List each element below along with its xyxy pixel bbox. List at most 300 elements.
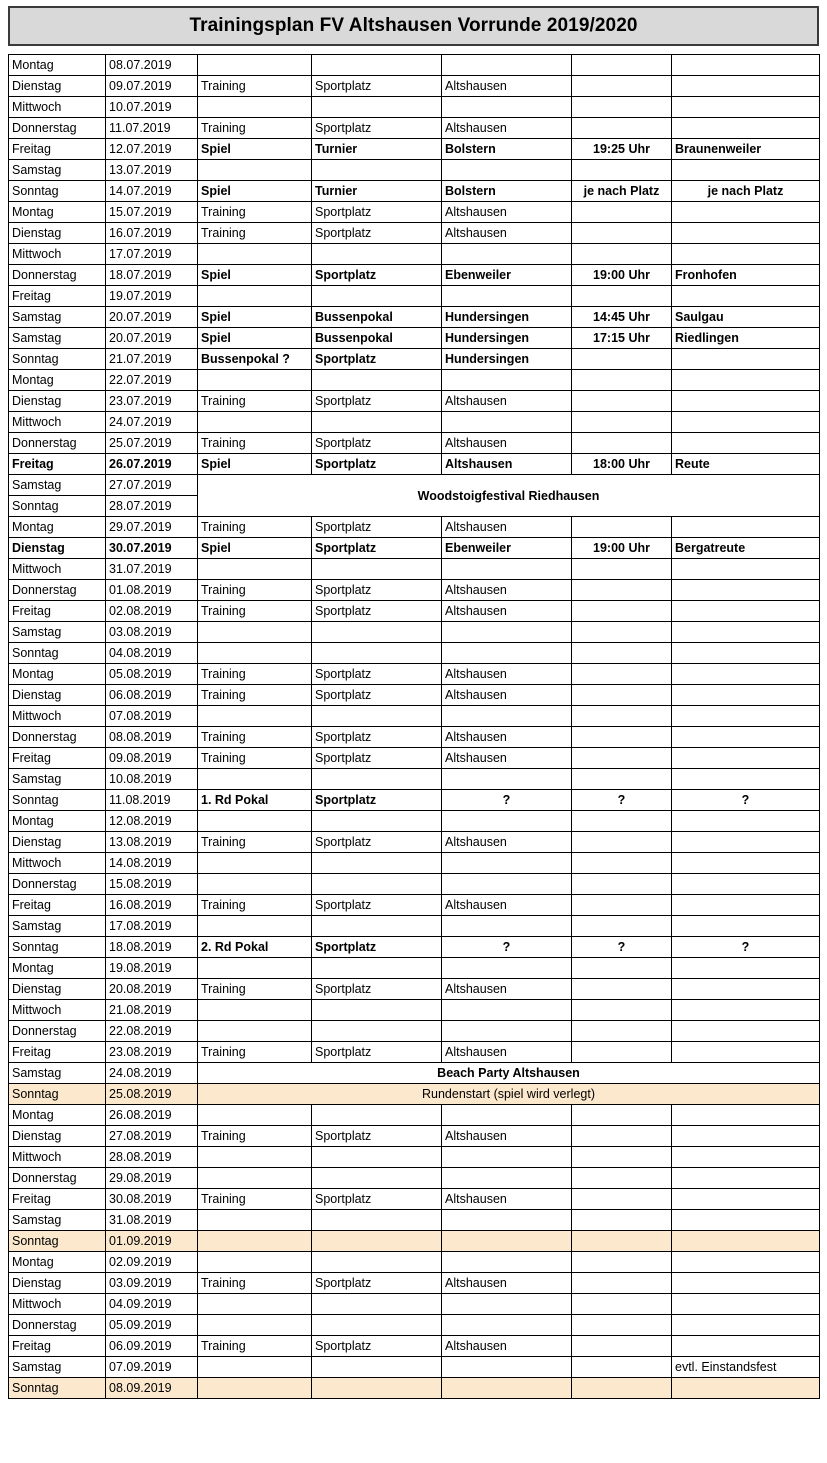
cell-date: 09.08.2019	[106, 748, 198, 769]
cell-location	[442, 1210, 572, 1231]
cell-location: Altshausen	[442, 433, 572, 454]
cell-location	[442, 1000, 572, 1021]
cell-time	[572, 580, 672, 601]
cell-place: Sportplatz	[312, 1336, 442, 1357]
cell-date: 31.07.2019	[106, 559, 198, 580]
cell-weekday: Freitag	[9, 1189, 106, 1210]
cell-location	[442, 1378, 572, 1399]
cell-weekday: Freitag	[9, 601, 106, 622]
cell-place	[312, 1231, 442, 1252]
cell-time	[572, 1147, 672, 1168]
cell-opponent	[672, 286, 820, 307]
table-row	[9, 790, 820, 811]
cell-type	[198, 622, 312, 643]
cell-date: 06.09.2019	[106, 1336, 198, 1357]
cell-type: Training	[198, 517, 312, 538]
cell-place	[312, 1105, 442, 1126]
table-row	[9, 580, 820, 601]
cell-place: Sportplatz	[312, 685, 442, 706]
cell-location	[442, 1021, 572, 1042]
table-row	[9, 1126, 820, 1147]
cell-opponent: Bergatreute	[672, 538, 820, 559]
cell-date: 03.08.2019	[106, 622, 198, 643]
cell-weekday: Sonntag	[9, 349, 106, 370]
cell-opponent	[672, 1378, 820, 1399]
cell-type: Training	[198, 979, 312, 1000]
table-row	[9, 76, 820, 97]
cell-weekday: Montag	[9, 370, 106, 391]
cell-opponent	[672, 1168, 820, 1189]
cell-time	[572, 160, 672, 181]
table-row	[9, 307, 820, 328]
cell-time	[572, 1189, 672, 1210]
cell-location	[442, 811, 572, 832]
cell-type: 2. Rd Pokal	[198, 937, 312, 958]
cell-date: 04.08.2019	[106, 643, 198, 664]
cell-time	[572, 916, 672, 937]
cell-date: 20.08.2019	[106, 979, 198, 1000]
cell-opponent	[672, 832, 820, 853]
cell-opponent	[672, 1042, 820, 1063]
cell-weekday: Dienstag	[9, 979, 106, 1000]
cell-weekday: Samstag	[9, 307, 106, 328]
cell-place	[312, 706, 442, 727]
cell-place	[312, 244, 442, 265]
cell-weekday: Donnerstag	[9, 265, 106, 286]
cell-weekday: Montag	[9, 811, 106, 832]
table-row	[9, 139, 820, 160]
cell-time: 19:00 Uhr	[572, 538, 672, 559]
table-row	[9, 916, 820, 937]
table-row	[9, 664, 820, 685]
cell-type: Training	[198, 391, 312, 412]
cell-time: ?	[572, 790, 672, 811]
cell-opponent	[672, 1126, 820, 1147]
cell-time	[572, 664, 672, 685]
cell-weekday: Freitag	[9, 1336, 106, 1357]
cell-weekday: Freitag	[9, 895, 106, 916]
cell-time	[572, 748, 672, 769]
cell-location	[442, 1315, 572, 1336]
cell-weekday: Sonntag	[9, 790, 106, 811]
cell-date: 28.07.2019	[106, 496, 198, 517]
cell-opponent	[672, 706, 820, 727]
table-row	[9, 1105, 820, 1126]
cell-merged-event: Beach Party Altshausen	[198, 1063, 820, 1084]
cell-place: Sportplatz	[312, 433, 442, 454]
cell-opponent	[672, 391, 820, 412]
cell-time	[572, 559, 672, 580]
table-row	[9, 391, 820, 412]
cell-location: Altshausen	[442, 391, 572, 412]
cell-opponent	[672, 916, 820, 937]
cell-weekday: Samstag	[9, 916, 106, 937]
cell-location: Altshausen	[442, 979, 572, 1000]
cell-location: Altshausen	[442, 685, 572, 706]
cell-type	[198, 1000, 312, 1021]
cell-weekday: Donnerstag	[9, 433, 106, 454]
cell-date: 05.08.2019	[106, 664, 198, 685]
table-row	[9, 1084, 820, 1105]
cell-place: Sportplatz	[312, 895, 442, 916]
cell-location: Altshausen	[442, 1189, 572, 1210]
schedule-page	[0, 6, 827, 1463]
cell-type: Training	[198, 748, 312, 769]
table-row	[9, 181, 820, 202]
cell-date: 31.08.2019	[106, 1210, 198, 1231]
cell-location	[442, 1147, 572, 1168]
cell-location: Altshausen	[442, 202, 572, 223]
cell-type	[198, 769, 312, 790]
cell-weekday: Sonntag	[9, 1084, 106, 1105]
cell-opponent	[672, 643, 820, 664]
cell-type	[198, 706, 312, 727]
table-row	[9, 202, 820, 223]
cell-opponent	[672, 1231, 820, 1252]
table-row	[9, 1252, 820, 1273]
cell-location	[442, 916, 572, 937]
table-row	[9, 1000, 820, 1021]
cell-type: Training	[198, 1189, 312, 1210]
cell-weekday: Dienstag	[9, 1273, 106, 1294]
cell-type: Spiel	[198, 454, 312, 475]
cell-weekday: Mittwoch	[9, 853, 106, 874]
cell-place: Sportplatz	[312, 538, 442, 559]
cell-location	[442, 1231, 572, 1252]
cell-opponent	[672, 202, 820, 223]
cell-time	[572, 706, 672, 727]
cell-type: Training	[198, 1336, 312, 1357]
cell-location: Altshausen	[442, 601, 572, 622]
table-row	[9, 160, 820, 181]
cell-time	[572, 643, 672, 664]
cell-opponent	[672, 97, 820, 118]
cell-type: 1. Rd Pokal	[198, 790, 312, 811]
cell-type	[198, 916, 312, 937]
cell-time	[572, 1231, 672, 1252]
cell-time	[572, 1336, 672, 1357]
cell-weekday: Donnerstag	[9, 1315, 106, 1336]
cell-place	[312, 412, 442, 433]
table-row	[9, 853, 820, 874]
cell-weekday: Freitag	[9, 748, 106, 769]
cell-time	[572, 286, 672, 307]
table-row	[9, 1378, 820, 1399]
cell-date: 09.07.2019	[106, 76, 198, 97]
cell-weekday: Donnerstag	[9, 580, 106, 601]
cell-type	[198, 1252, 312, 1273]
cell-weekday: Dienstag	[9, 76, 106, 97]
cell-opponent	[672, 433, 820, 454]
cell-place: Sportplatz	[312, 664, 442, 685]
cell-location	[442, 622, 572, 643]
cell-date: 11.08.2019	[106, 790, 198, 811]
cell-location	[442, 559, 572, 580]
cell-time	[572, 1273, 672, 1294]
table-row	[9, 895, 820, 916]
cell-place: Sportplatz	[312, 265, 442, 286]
cell-time	[572, 517, 672, 538]
cell-time	[572, 118, 672, 139]
cell-place	[312, 55, 442, 76]
table-row	[9, 1168, 820, 1189]
cell-date: 08.07.2019	[106, 55, 198, 76]
cell-type	[198, 1294, 312, 1315]
cell-place: Sportplatz	[312, 76, 442, 97]
cell-location	[442, 1168, 572, 1189]
cell-date: 02.08.2019	[106, 601, 198, 622]
cell-weekday: Donnerstag	[9, 1168, 106, 1189]
cell-opponent	[672, 55, 820, 76]
cell-location: Altshausen	[442, 1126, 572, 1147]
cell-weekday: Freitag	[9, 454, 106, 475]
cell-date: 30.07.2019	[106, 538, 198, 559]
cell-place	[312, 958, 442, 979]
cell-time	[572, 202, 672, 223]
cell-date: 21.07.2019	[106, 349, 198, 370]
cell-opponent	[672, 685, 820, 706]
cell-opponent: Saulgau	[672, 307, 820, 328]
cell-date: 23.08.2019	[106, 1042, 198, 1063]
cell-weekday: Donnerstag	[9, 874, 106, 895]
cell-type: Training	[198, 601, 312, 622]
cell-time	[572, 244, 672, 265]
cell-time	[572, 769, 672, 790]
cell-place	[312, 916, 442, 937]
table-row	[9, 622, 820, 643]
cell-time	[572, 1315, 672, 1336]
cell-weekday: Dienstag	[9, 1126, 106, 1147]
table-row	[9, 118, 820, 139]
table-row	[9, 1336, 820, 1357]
cell-opponent	[672, 1105, 820, 1126]
table-row	[9, 811, 820, 832]
cell-location: Altshausen	[442, 1336, 572, 1357]
cell-type	[198, 643, 312, 664]
cell-date: 23.07.2019	[106, 391, 198, 412]
cell-location: Altshausen	[442, 727, 572, 748]
cell-location: Altshausen	[442, 580, 572, 601]
cell-type	[198, 1378, 312, 1399]
cell-time: je nach Platz	[572, 181, 672, 202]
cell-date: 07.09.2019	[106, 1357, 198, 1378]
cell-weekday: Sonntag	[9, 937, 106, 958]
cell-date: 18.07.2019	[106, 265, 198, 286]
cell-time	[572, 223, 672, 244]
cell-opponent	[672, 76, 820, 97]
cell-place: Sportplatz	[312, 517, 442, 538]
table-row	[9, 1021, 820, 1042]
cell-place: Sportplatz	[312, 1273, 442, 1294]
cell-location: Hundersingen	[442, 349, 572, 370]
cell-merged-event: Woodstoigfestival Riedhausen	[198, 475, 820, 517]
cell-location	[442, 958, 572, 979]
cell-type: Training	[198, 202, 312, 223]
cell-weekday: Dienstag	[9, 391, 106, 412]
table-row	[9, 1210, 820, 1231]
cell-time: 19:00 Uhr	[572, 265, 672, 286]
cell-type: Training	[198, 832, 312, 853]
cell-weekday: Samstag	[9, 622, 106, 643]
cell-type	[198, 874, 312, 895]
cell-date: 27.07.2019	[106, 475, 198, 496]
table-row	[9, 223, 820, 244]
cell-location	[442, 1294, 572, 1315]
cell-type: Training	[198, 1126, 312, 1147]
cell-weekday: Mittwoch	[9, 559, 106, 580]
cell-date: 26.07.2019	[106, 454, 198, 475]
cell-weekday: Dienstag	[9, 685, 106, 706]
cell-date: 24.08.2019	[106, 1063, 198, 1084]
table-row	[9, 1294, 820, 1315]
cell-date: 07.08.2019	[106, 706, 198, 727]
cell-time	[572, 1294, 672, 1315]
cell-time	[572, 685, 672, 706]
cell-place: Bussenpokal	[312, 307, 442, 328]
page-title: Trainingsplan FV Altshausen Vorrunde 2019/2020	[189, 15, 638, 36]
cell-place	[312, 1021, 442, 1042]
cell-date: 29.07.2019	[106, 517, 198, 538]
table-row	[9, 265, 820, 286]
cell-time	[572, 1210, 672, 1231]
cell-merged-event: Rundenstart (spiel wird verlegt)	[198, 1084, 820, 1105]
cell-opponent	[672, 979, 820, 1000]
cell-date: 27.08.2019	[106, 1126, 198, 1147]
cell-weekday: Freitag	[9, 139, 106, 160]
cell-date: 08.08.2019	[106, 727, 198, 748]
table-row	[9, 1189, 820, 1210]
cell-opponent	[672, 601, 820, 622]
cell-location: Altshausen	[442, 1042, 572, 1063]
cell-opponent: Reute	[672, 454, 820, 475]
cell-time	[572, 391, 672, 412]
cell-date: 14.08.2019	[106, 853, 198, 874]
cell-location: Altshausen	[442, 223, 572, 244]
cell-opponent	[672, 244, 820, 265]
cell-location	[442, 97, 572, 118]
cell-weekday: Montag	[9, 202, 106, 223]
cell-opponent: evtl. Einstandsfest	[672, 1357, 820, 1378]
cell-date: 22.07.2019	[106, 370, 198, 391]
cell-place	[312, 1294, 442, 1315]
cell-place: Sportplatz	[312, 391, 442, 412]
cell-location	[442, 706, 572, 727]
cell-type	[198, 1105, 312, 1126]
cell-place: Sportplatz	[312, 1042, 442, 1063]
cell-location	[442, 1357, 572, 1378]
cell-location: Altshausen	[442, 895, 572, 916]
cell-time	[572, 832, 672, 853]
cell-date: 26.08.2019	[106, 1105, 198, 1126]
table-row	[9, 727, 820, 748]
table-row	[9, 433, 820, 454]
cell-weekday: Montag	[9, 55, 106, 76]
cell-date: 06.08.2019	[106, 685, 198, 706]
cell-opponent	[672, 559, 820, 580]
cell-date: 08.09.2019	[106, 1378, 198, 1399]
cell-type	[198, 286, 312, 307]
cell-time	[572, 979, 672, 1000]
cell-date: 10.08.2019	[106, 769, 198, 790]
cell-type: Training	[198, 664, 312, 685]
cell-date: 24.07.2019	[106, 412, 198, 433]
cell-weekday: Sonntag	[9, 1378, 106, 1399]
cell-weekday: Samstag	[9, 475, 106, 496]
table-row	[9, 1357, 820, 1378]
cell-type	[198, 55, 312, 76]
cell-place	[312, 1357, 442, 1378]
cell-opponent	[672, 412, 820, 433]
table-row	[9, 1063, 820, 1084]
cell-location	[442, 412, 572, 433]
cell-time	[572, 958, 672, 979]
cell-location: Altshausen	[442, 832, 572, 853]
cell-location: Hundersingen	[442, 328, 572, 349]
cell-opponent	[672, 1252, 820, 1273]
cell-opponent	[672, 517, 820, 538]
table-row	[9, 601, 820, 622]
cell-opponent	[672, 769, 820, 790]
cell-weekday: Donnerstag	[9, 118, 106, 139]
cell-opponent: ?	[672, 937, 820, 958]
cell-type	[198, 244, 312, 265]
cell-location	[442, 1252, 572, 1273]
cell-opponent	[672, 1336, 820, 1357]
cell-type: Spiel	[198, 139, 312, 160]
cell-weekday: Mittwoch	[9, 244, 106, 265]
cell-type: Training	[198, 1273, 312, 1294]
cell-location: Altshausen	[442, 664, 572, 685]
cell-weekday: Donnerstag	[9, 1021, 106, 1042]
cell-place: Bussenpokal	[312, 328, 442, 349]
cell-weekday: Mittwoch	[9, 1147, 106, 1168]
cell-place	[312, 1252, 442, 1273]
cell-weekday: Donnerstag	[9, 727, 106, 748]
cell-place	[312, 286, 442, 307]
cell-time	[572, 811, 672, 832]
cell-opponent	[672, 895, 820, 916]
cell-date: 13.07.2019	[106, 160, 198, 181]
cell-date: 21.08.2019	[106, 1000, 198, 1021]
table-row	[9, 937, 820, 958]
cell-date: 02.09.2019	[106, 1252, 198, 1273]
cell-location: Altshausen	[442, 517, 572, 538]
cell-weekday: Samstag	[9, 328, 106, 349]
cell-weekday: Montag	[9, 1105, 106, 1126]
cell-location	[442, 853, 572, 874]
cell-location: Altshausen	[442, 118, 572, 139]
cell-date: 17.08.2019	[106, 916, 198, 937]
cell-opponent	[672, 160, 820, 181]
table-row	[9, 1231, 820, 1252]
cell-type: Training	[198, 727, 312, 748]
cell-place	[312, 811, 442, 832]
table-row	[9, 958, 820, 979]
table-row	[9, 517, 820, 538]
cell-weekday: Dienstag	[9, 223, 106, 244]
cell-weekday: Dienstag	[9, 832, 106, 853]
cell-opponent	[672, 1294, 820, 1315]
cell-opponent	[672, 811, 820, 832]
cell-place: Sportplatz	[312, 748, 442, 769]
cell-place	[312, 97, 442, 118]
cell-opponent: Riedlingen	[672, 328, 820, 349]
cell-opponent	[672, 958, 820, 979]
cell-time	[572, 349, 672, 370]
cell-date: 29.08.2019	[106, 1168, 198, 1189]
cell-type: Training	[198, 223, 312, 244]
cell-location: Bolstern	[442, 181, 572, 202]
